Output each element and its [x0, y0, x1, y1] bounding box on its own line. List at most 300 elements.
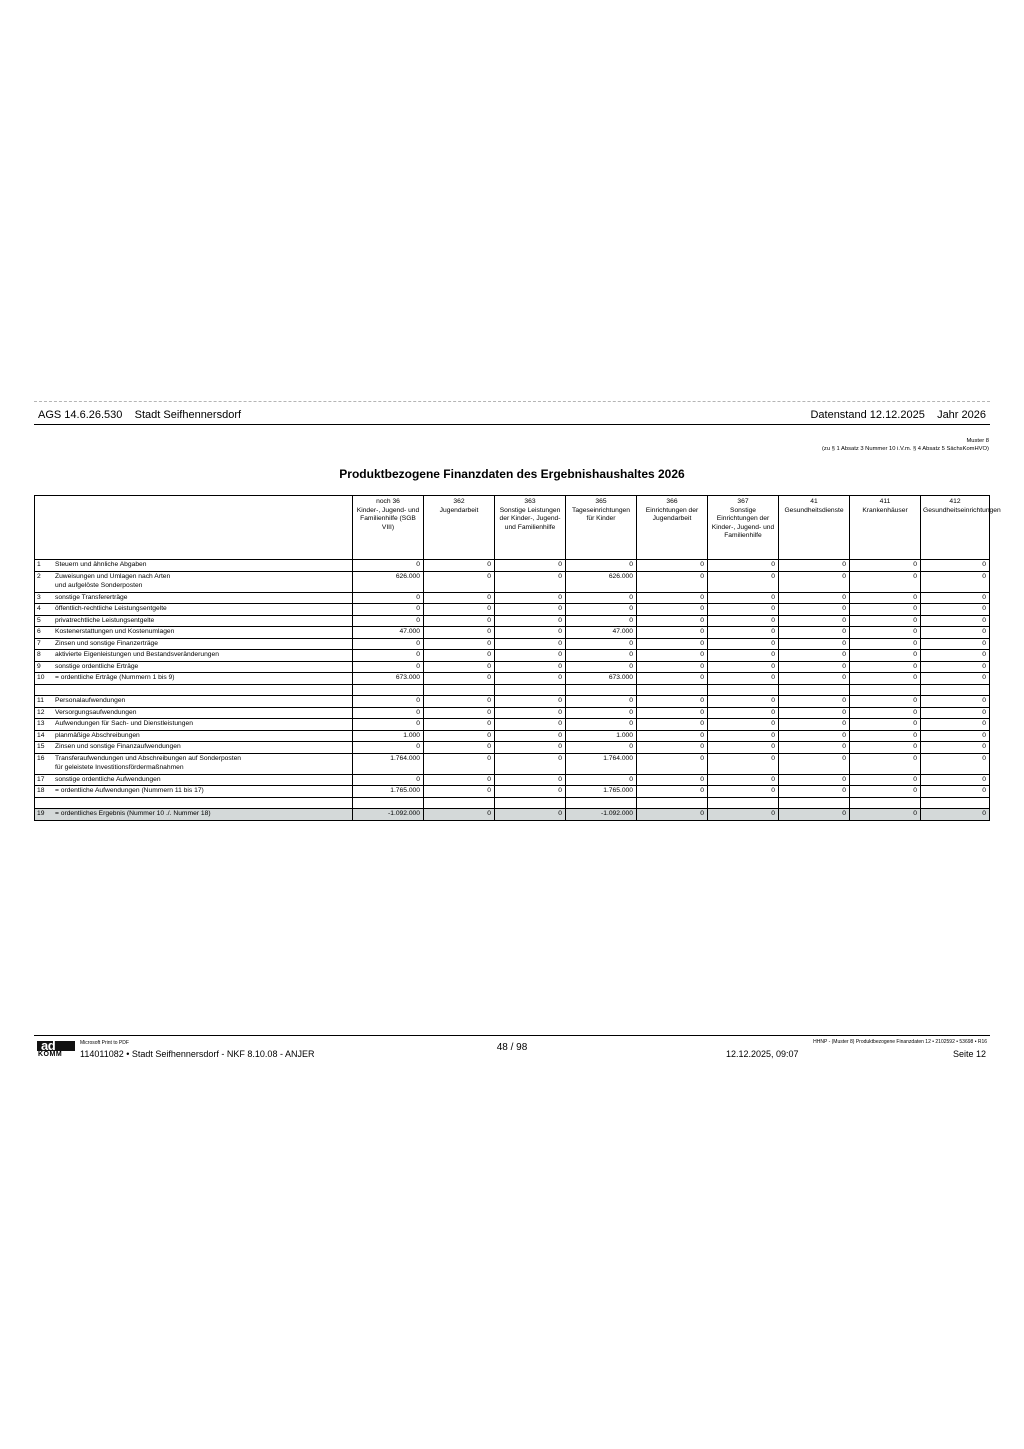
value-cell: 0	[779, 742, 850, 754]
value-cell: 0	[637, 638, 708, 650]
value-cell: 0	[921, 627, 990, 639]
value-cell: 0	[708, 571, 779, 592]
row-label: planmäßige Abschreibungen	[55, 731, 140, 739]
value-cell: 0	[495, 809, 566, 821]
value-cell: 0	[637, 604, 708, 616]
value-cell: 0	[850, 615, 921, 627]
value-cell: -1.092.000	[353, 809, 424, 821]
value-cell: 0	[921, 615, 990, 627]
value-cell: 0	[921, 696, 990, 708]
value-cell: 0	[708, 638, 779, 650]
column-code: 362	[453, 498, 465, 505]
value-cell: 0	[637, 809, 708, 821]
row-label: Zinsen und sonstige Finanzaufwendungen	[55, 743, 181, 750]
column-header	[353, 496, 424, 560]
value-cell: 0	[424, 592, 495, 604]
value-cell: 0	[424, 786, 495, 798]
column-code: 363	[524, 498, 536, 505]
value-cell: 0	[424, 809, 495, 821]
value-cell: 626.000	[353, 571, 424, 592]
table-row	[35, 786, 990, 798]
value-cell: 0	[708, 592, 779, 604]
value-cell: 1.764.000	[353, 753, 424, 774]
row-label-cell	[35, 753, 353, 774]
row-number: 8	[37, 651, 41, 658]
value-cell: 0	[495, 707, 566, 719]
logo-ad-text: ad	[41, 1038, 56, 1053]
value-cell: 0	[424, 707, 495, 719]
table-header-row	[35, 496, 990, 560]
row-label-cell	[35, 638, 353, 650]
value-cell: 0	[779, 615, 850, 627]
value-cell: 0	[637, 707, 708, 719]
row-label-cell	[35, 774, 353, 786]
ags-code: AGS 14.6.26.530	[38, 409, 123, 421]
value-cell: 0	[708, 707, 779, 719]
header-left	[38, 409, 241, 421]
value-cell: -1.092.000	[566, 809, 637, 821]
value-cell: 0	[779, 638, 850, 650]
row-number: 1	[37, 561, 41, 568]
table-row	[35, 604, 990, 616]
value-cell: 0	[637, 661, 708, 673]
value-cell: 0	[637, 615, 708, 627]
row-label-cell	[35, 592, 353, 604]
value-cell: 626.000	[566, 571, 637, 592]
column-name: Sonstige Leistungen der Kinder-, Jugend- und Familienhilfe	[499, 506, 561, 531]
row-label: Kostenerstattungen und Kostenumlagen	[55, 628, 175, 635]
value-cell: 0	[708, 650, 779, 662]
value-cell: 1.000	[353, 730, 424, 742]
value-cell: 0	[424, 571, 495, 592]
row-label-cell	[35, 571, 353, 592]
column-name: Kinder-, Jugend- und Familienhilfe (SGB VIII)	[356, 506, 420, 531]
value-cell: 0	[637, 560, 708, 572]
value-cell: 0	[495, 742, 566, 754]
value-cell: 0	[566, 661, 637, 673]
value-cell: 0	[708, 615, 779, 627]
value-cell: 0	[708, 809, 779, 821]
table-row	[35, 774, 990, 786]
table-row	[35, 730, 990, 742]
row-label: Steuern und ähnliche Abgaben	[55, 561, 147, 568]
value-cell: 0	[566, 742, 637, 754]
value-cell: 0	[779, 627, 850, 639]
value-cell: 0	[708, 673, 779, 685]
value-cell: 0	[566, 604, 637, 616]
value-cell: 0	[921, 730, 990, 742]
value-cell: 0	[921, 661, 990, 673]
value-cell: 0	[637, 786, 708, 798]
row-label-continued: für geleistete Investitionsfördermaßnahmen	[55, 763, 184, 771]
value-cell: 0	[637, 774, 708, 786]
column-code: 411	[879, 498, 891, 505]
row-number: 6	[37, 628, 41, 635]
value-cell: 0	[708, 753, 779, 774]
row-label-cell	[35, 673, 353, 685]
column-name: Gesundheitseinrichtungen	[923, 506, 1001, 514]
value-cell: 0	[566, 638, 637, 650]
spacer-row	[35, 684, 990, 696]
value-cell: 0	[850, 719, 921, 731]
value-cell: 0	[779, 592, 850, 604]
column-code: 412	[949, 498, 961, 505]
value-cell: 0	[708, 719, 779, 731]
value-cell: 0	[637, 742, 708, 754]
row-label-cell	[35, 730, 353, 742]
value-cell: 0	[850, 707, 921, 719]
row-label: privatrechtliche Leistungsentgelte	[55, 616, 155, 624]
value-cell: 0	[353, 774, 424, 786]
value-cell: 0	[424, 719, 495, 731]
value-cell: 0	[637, 696, 708, 708]
value-cell: 0	[850, 809, 921, 821]
value-cell: 0	[708, 627, 779, 639]
value-cell: 0	[566, 560, 637, 572]
row-label: = ordentliche Aufwendungen (Nummern 11 bis 17)	[55, 787, 204, 794]
value-cell: 0	[424, 753, 495, 774]
year: Jahr 2026	[937, 409, 986, 421]
value-cell: 0	[353, 696, 424, 708]
column-name: Einrichtungen der Jugendarbeit	[645, 506, 699, 522]
header-label-cell	[35, 496, 353, 560]
row-label-cell	[35, 742, 353, 754]
value-cell: 0	[779, 560, 850, 572]
value-cell: 0	[708, 560, 779, 572]
table-row	[35, 661, 990, 673]
value-cell: 0	[850, 661, 921, 673]
column-name: Gesundheitsdienste	[784, 506, 844, 514]
value-cell: 0	[779, 571, 850, 592]
value-cell: 0	[495, 592, 566, 604]
value-cell: 0	[424, 638, 495, 650]
value-cell: 0	[921, 707, 990, 719]
value-cell: 0	[850, 604, 921, 616]
logo-komm-text: KOMM	[38, 1051, 63, 1058]
row-number: 18	[37, 787, 45, 794]
value-cell: 0	[495, 560, 566, 572]
column-header	[850, 496, 921, 560]
column-name: Jugendarbeit	[439, 506, 479, 514]
value-cell: 0	[495, 615, 566, 627]
value-cell: 47.000	[353, 627, 424, 639]
row-label: = ordentliches Ergebnis (Nummer 10 ./. Nummer 18)	[55, 810, 211, 817]
value-cell: 0	[424, 774, 495, 786]
row-label: Zinsen und sonstige Finanzerträge	[55, 639, 158, 647]
row-label: öffentlich-rechtliche Leistungsentgelte	[55, 605, 167, 612]
row-number: 17	[37, 775, 45, 783]
value-cell: 0	[708, 730, 779, 742]
table-row	[35, 719, 990, 731]
value-cell: 1.765.000	[353, 786, 424, 798]
value-cell: 0	[566, 615, 637, 627]
value-cell: 1.764.000	[566, 753, 637, 774]
column-header	[637, 496, 708, 560]
header-rule	[34, 424, 990, 425]
value-cell: 0	[779, 661, 850, 673]
muster-title: Muster 8	[966, 438, 989, 444]
value-cell: 47.000	[566, 627, 637, 639]
row-number: 16	[37, 754, 45, 762]
row-label: sonstige ordentliche Erträge	[55, 662, 139, 670]
value-cell: 0	[850, 673, 921, 685]
row-label: sonstige ordentliche Aufwendungen	[55, 775, 161, 783]
value-cell: 0	[779, 696, 850, 708]
value-cell: 0	[353, 604, 424, 616]
value-cell: 0	[424, 604, 495, 616]
value-cell: 0	[779, 753, 850, 774]
column-code: 365	[595, 498, 607, 505]
row-label-cell	[35, 809, 353, 821]
value-cell: 0	[921, 604, 990, 616]
table-row	[35, 627, 990, 639]
row-label-cell	[35, 604, 353, 616]
value-cell: 0	[495, 627, 566, 639]
value-cell: 0	[495, 661, 566, 673]
row-label-cell	[35, 615, 353, 627]
value-cell: 0	[779, 774, 850, 786]
table-row	[35, 650, 990, 662]
footer-rule	[34, 1035, 990, 1036]
value-cell: 0	[495, 730, 566, 742]
value-cell: 673.000	[353, 673, 424, 685]
value-cell: 0	[353, 615, 424, 627]
value-cell: 0	[566, 707, 637, 719]
table-row	[35, 753, 990, 774]
muster-reference	[822, 437, 989, 453]
value-cell: 0	[637, 730, 708, 742]
column-code: 367	[737, 498, 749, 505]
value-cell: 0	[850, 786, 921, 798]
column-header	[495, 496, 566, 560]
value-cell: 0	[353, 707, 424, 719]
value-cell: 673.000	[566, 673, 637, 685]
value-cell: 0	[850, 627, 921, 639]
table-row	[35, 560, 990, 572]
print-datetime: 12.12.2025, 09:07	[726, 1049, 799, 1059]
value-cell: 0	[921, 809, 990, 821]
row-label-cell	[35, 627, 353, 639]
value-cell: 0	[850, 592, 921, 604]
row-number: 13	[37, 720, 45, 727]
row-label-continued: und aufgelöste Sonderposten	[55, 581, 143, 589]
datenstand: Datenstand 12.12.2025	[810, 409, 925, 421]
value-cell: 0	[637, 627, 708, 639]
column-header	[708, 496, 779, 560]
row-number: 7	[37, 639, 41, 647]
printer-label: Microsoft Print to PDF	[80, 1040, 129, 1046]
table-row	[35, 673, 990, 685]
row-number: 4	[37, 605, 41, 612]
row-label-cell	[35, 719, 353, 731]
column-header	[424, 496, 495, 560]
value-cell: 0	[424, 742, 495, 754]
column-name: Sonstige Einrichtungen der Kinder-, Jugend- und Familienhilfe	[711, 506, 775, 539]
value-cell: 1.000	[566, 730, 637, 742]
value-cell: 0	[921, 571, 990, 592]
value-cell: 0	[921, 753, 990, 774]
row-label: Zuweisungen und Umlagen nach Arten	[55, 572, 171, 580]
value-cell: 0	[637, 753, 708, 774]
table-row	[35, 638, 990, 650]
column-header	[779, 496, 850, 560]
document-header	[38, 409, 986, 421]
row-label: aktivierte Eigenleistungen und Bestandsveränderungen	[55, 651, 219, 658]
column-name: Krankenhäuser	[862, 506, 908, 514]
value-cell: 0	[850, 696, 921, 708]
row-number: 11	[37, 697, 44, 704]
value-cell: 0	[424, 560, 495, 572]
row-label-cell	[35, 696, 353, 708]
footer-org: 114011082 • Stadt Seifhennersdorf - NKF 8.10.08 - ANJER	[80, 1049, 315, 1059]
value-cell: 0	[921, 638, 990, 650]
value-cell: 0	[637, 571, 708, 592]
value-cell: 0	[353, 638, 424, 650]
table-row	[35, 707, 990, 719]
value-cell: 0	[495, 774, 566, 786]
value-cell: 0	[850, 742, 921, 754]
value-cell: 0	[921, 786, 990, 798]
value-cell: 0	[850, 774, 921, 786]
row-label-cell	[35, 707, 353, 719]
value-cell: 0	[495, 571, 566, 592]
finance-table	[34, 495, 1001, 821]
value-cell: 0	[637, 592, 708, 604]
value-cell: 0	[424, 673, 495, 685]
value-cell: 0	[495, 786, 566, 798]
row-number: 14	[37, 731, 45, 739]
value-cell: 0	[708, 774, 779, 786]
value-cell: 0	[424, 696, 495, 708]
row-label-cell	[35, 661, 353, 673]
value-cell: 0	[495, 673, 566, 685]
value-cell: 0	[921, 650, 990, 662]
value-cell: 0	[566, 719, 637, 731]
value-cell: 0	[495, 604, 566, 616]
value-cell: 0	[353, 719, 424, 731]
value-cell: 0	[850, 753, 921, 774]
value-cell: 0	[779, 604, 850, 616]
muster-legal-ref: (zu § 1 Absatz 3 Nummer 10 i.V.m. § 4 Absatz 5 SächsKomHVO)	[821, 446, 989, 452]
report-file-id: HHNP - (Muster 8) Produktbezogene Finanzdaten 12 • 2102592 • 53698 • R16	[813, 1039, 987, 1045]
spacer-row	[35, 797, 990, 809]
row-number: 10	[37, 674, 45, 681]
row-number: 5	[37, 616, 41, 624]
page-number: Seite 12	[952, 1049, 986, 1059]
value-cell: 0	[779, 673, 850, 685]
value-cell: 0	[424, 730, 495, 742]
value-cell: 0	[921, 673, 990, 685]
row-label-cell	[35, 560, 353, 572]
value-cell: 0	[779, 786, 850, 798]
column-header	[566, 496, 637, 560]
row-label: Personalaufwendungen	[55, 697, 126, 704]
value-cell: 0	[850, 560, 921, 572]
row-label: Versorgungsaufwendungen	[55, 708, 137, 716]
row-number: 9	[37, 662, 41, 670]
row-label-cell	[35, 650, 353, 662]
value-cell: 0	[353, 560, 424, 572]
value-cell: 0	[566, 650, 637, 662]
page-title: Produktbezogene Finanzdaten des Ergebnishaushaltes 2026	[339, 467, 685, 481]
table-row	[35, 615, 990, 627]
row-number: 15	[37, 743, 45, 750]
value-cell: 0	[566, 592, 637, 604]
value-cell: 0	[708, 786, 779, 798]
row-number: 2	[37, 572, 41, 580]
value-cell: 0	[708, 696, 779, 708]
value-cell: 0	[424, 615, 495, 627]
value-cell: 0	[921, 560, 990, 572]
top-dashed-rule	[34, 401, 990, 402]
row-label: Aufwendungen für Sach- und Dienstleistungen	[55, 720, 193, 727]
value-cell: 0	[921, 742, 990, 754]
value-cell: 0	[779, 650, 850, 662]
value-cell: 0	[637, 719, 708, 731]
value-cell: 0	[708, 661, 779, 673]
column-code: noch 36	[376, 498, 400, 505]
city-name: Stadt Seifhennersdorf	[134, 409, 242, 421]
value-cell: 0	[566, 696, 637, 708]
value-cell: 0	[353, 650, 424, 662]
header-right	[810, 409, 986, 421]
value-cell: 0	[779, 809, 850, 821]
column-code: 366	[666, 498, 678, 505]
value-cell: 0	[424, 661, 495, 673]
value-cell: 0	[779, 730, 850, 742]
column-name: Tageseinrichtungen für Kinder	[572, 506, 630, 522]
column-code: 41	[810, 498, 818, 505]
value-cell: 0	[495, 638, 566, 650]
value-cell: 0	[566, 774, 637, 786]
row-number: 12	[37, 708, 45, 716]
row-label: = ordentliche Erträge (Nummern 1 bis 9)	[55, 674, 175, 681]
row-label: Transferaufwendungen und Abschreibungen auf Sonderposten	[55, 754, 242, 762]
value-cell: 0	[708, 742, 779, 754]
value-cell: 0	[637, 650, 708, 662]
value-cell: 0	[353, 592, 424, 604]
page-counter: 48 / 98	[496, 1042, 528, 1053]
value-cell: 0	[850, 730, 921, 742]
value-cell: 0	[779, 719, 850, 731]
table-row	[35, 696, 990, 708]
value-cell: 0	[424, 650, 495, 662]
table-row	[35, 571, 990, 592]
value-cell: 0	[779, 707, 850, 719]
value-cell: 0	[353, 742, 424, 754]
value-cell: 0	[424, 627, 495, 639]
value-cell: 0	[850, 650, 921, 662]
value-cell: 0	[921, 774, 990, 786]
row-number: 3	[37, 593, 41, 601]
column-header	[921, 496, 1001, 560]
row-number: 19	[37, 810, 45, 817]
row-label-cell	[35, 786, 353, 798]
row-label: sonstige Transfererträge	[55, 593, 128, 601]
value-cell: 0	[637, 673, 708, 685]
value-cell: 0	[708, 604, 779, 616]
table-row	[35, 592, 990, 604]
value-cell: 0	[850, 571, 921, 592]
value-cell: 0	[353, 661, 424, 673]
table-row	[35, 742, 990, 754]
value-cell: 0	[495, 753, 566, 774]
value-cell: 1.765.000	[566, 786, 637, 798]
value-cell: 0	[495, 696, 566, 708]
value-cell: 0	[495, 650, 566, 662]
table-row	[35, 809, 990, 821]
value-cell: 0	[850, 638, 921, 650]
